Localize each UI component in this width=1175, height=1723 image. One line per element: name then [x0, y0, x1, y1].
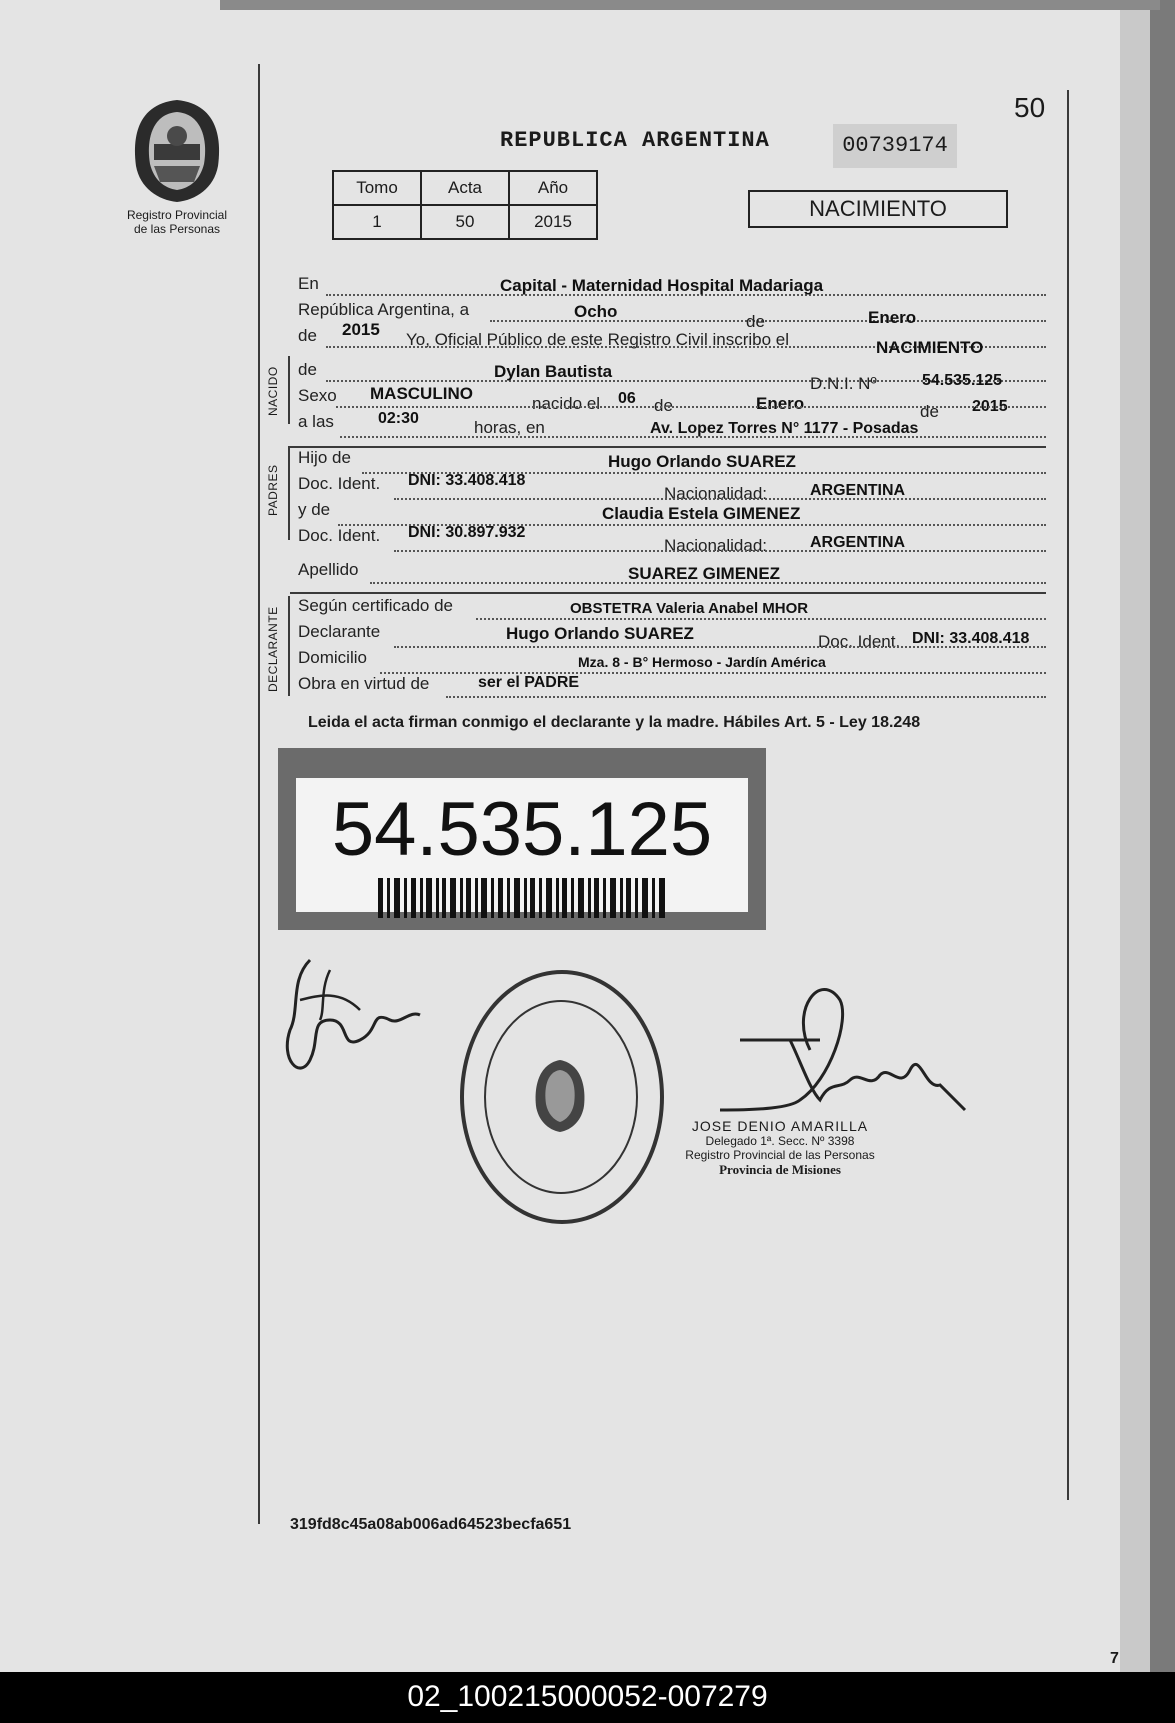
value-lugar-inscripcion: Capital - Maternidad Hospital Madariaga — [500, 276, 824, 295]
label-doc-madre: Doc. Ident. — [298, 526, 381, 545]
label-declarante: Declarante — [298, 622, 381, 641]
value-madre: Claudia Estela GIMENEZ — [602, 504, 801, 523]
label-de-anio: de — [298, 326, 317, 345]
act-type-box: NACIMIENTO — [748, 190, 1008, 228]
label-nac-padre: Nacionalidad: — [664, 484, 768, 503]
bracket-declarante — [288, 596, 290, 696]
value-sexo: MASCULINO — [370, 384, 473, 403]
value-nacido-dia: 06 — [618, 390, 636, 407]
value-obra: ser el PADRE — [478, 674, 580, 691]
logo — [118, 96, 236, 236]
label-horas-en: horas, en — [474, 418, 545, 437]
table-cell: 2015 — [509, 205, 597, 239]
section-divider — [290, 592, 1046, 594]
document-hash: 319fd8c45a08ab006ad64523becfa651 — [290, 1516, 572, 1533]
label-hijo-de: Hijo de — [298, 448, 351, 467]
value-domicilio: Mza. 8 - B° Hermoso - Jardín América — [578, 654, 826, 670]
serial-number: 00739174 — [833, 124, 957, 168]
dotted-line — [370, 582, 1046, 584]
signatory-office: Registro Provincial de las Personas — [685, 1148, 875, 1162]
seal-emblem-icon — [528, 1058, 592, 1134]
label-de-mes: de — [654, 396, 673, 415]
label-de-anio-nac: de — [920, 402, 939, 421]
value-mes: Enero — [868, 308, 917, 327]
value-nombre: Dylan Bautista — [494, 362, 613, 381]
logo-caption-2: de las Personas — [133, 222, 221, 236]
registry-table — [332, 170, 598, 240]
corner-mark: 7 — [1110, 1650, 1119, 1667]
label-en: En — [298, 274, 319, 293]
top-shadow — [220, 0, 1160, 10]
label-sexo: Sexo — [298, 386, 337, 405]
signatory-role: Delegado 1ª. Secc. Nº 3398 — [705, 1134, 855, 1148]
value-apellido: SUAREZ GIMENEZ — [628, 564, 781, 583]
value-padre-nac: ARGENTINA — [810, 482, 906, 499]
label-republica: República Argentina, a — [298, 300, 470, 319]
page-edge-light — [1120, 0, 1150, 1672]
label-nacido-el: nacido el — [532, 394, 601, 413]
value-lugar-nacimiento: Av. Lopez Torres N° 1177 - Posadas — [650, 420, 919, 437]
label-apellido: Apellido — [298, 560, 359, 579]
dotted-line — [446, 696, 1046, 698]
label-nac-madre: Nacionalidad: — [664, 536, 768, 555]
section-divider — [290, 446, 1046, 448]
logo-caption-1: Registro Provincial — [126, 208, 228, 222]
table-header: Acta — [421, 171, 509, 205]
label-obra: Obra en virtud de — [298, 674, 430, 693]
page-edge-dark — [1150, 0, 1175, 1672]
bracket-padres — [288, 446, 290, 540]
value-dni: 54.535.125 — [922, 372, 1003, 389]
left-margin-line — [258, 64, 260, 1524]
signatory-province: Provincia de Misiones — [719, 1162, 841, 1177]
value-nacido-mes: Enero — [756, 394, 805, 413]
label-a-las: a las — [298, 412, 334, 431]
header-title: REPUBLICA ARGENTINA — [500, 128, 770, 153]
table-cell: 50 — [421, 205, 509, 239]
value-inscribo: NACIMIENTO — [876, 338, 984, 357]
value-anio: 2015 — [342, 320, 380, 339]
value-madre-nac: ARGENTINA — [810, 534, 906, 551]
declarant-signature-icon — [270, 950, 430, 1100]
dotted-line — [336, 406, 1046, 408]
value-declarante-doc: DNI: 33.408.418 — [912, 630, 1030, 647]
label-doc-padre: Doc. Ident. — [298, 474, 381, 493]
value-padre: Hugo Orlando SUAREZ — [608, 452, 796, 471]
signature-block — [630, 1118, 930, 1178]
right-margin-line — [1067, 90, 1069, 1500]
label-nombre: de — [298, 360, 317, 379]
value-hora: 02:30 — [378, 410, 419, 427]
signatory-name: JOSE DENIO AMARILLA — [691, 1118, 869, 1134]
value-padre-doc: DNI: 33.408.418 — [408, 472, 526, 489]
value-declarante: Hugo Orlando SUAREZ — [506, 624, 694, 643]
section-label-nacido: NACIDO — [266, 366, 280, 416]
dotted-line — [476, 618, 1046, 620]
table-cell: 1 — [333, 205, 421, 239]
footer-id: 02_100215000052-007279 — [407, 1680, 768, 1713]
dotted-line — [340, 436, 1046, 438]
table-header: Año — [509, 171, 597, 205]
label-doc-declarante: Doc. Ident. — [818, 632, 901, 651]
dotted-line — [394, 498, 1046, 500]
section-label-padres: PADRES — [266, 464, 280, 516]
label-certificado: Según certificado de — [298, 596, 453, 615]
official-seal — [460, 970, 664, 1224]
page-number: 50 — [1014, 92, 1046, 123]
barcode-icon — [378, 878, 668, 918]
sticker-inner — [296, 778, 748, 912]
value-madre-doc: DNI: 30.897.932 — [408, 524, 526, 541]
value-dia: Ocho — [574, 302, 618, 321]
provincial-emblem-icon — [118, 96, 236, 206]
label-domicilio: Domicilio — [298, 648, 367, 667]
dotted-line — [394, 646, 1046, 648]
dotted-line — [394, 550, 1046, 552]
label-dni: D.N.I. Nº — [810, 374, 877, 393]
value-nacido-anio: 2015 — [972, 398, 1008, 415]
sticker-number: 54.535.125 — [331, 787, 713, 872]
official-signature-icon — [700, 980, 970, 1130]
bracket-nacido — [288, 356, 290, 424]
table-header: Tomo — [333, 171, 421, 205]
text-oficial: Yo, Oficial Público de este Registro Civil inscribo el — [406, 330, 789, 349]
dni-sticker — [278, 748, 766, 930]
label-y-de: y de — [298, 500, 331, 519]
value-certificado: OBSTETRA Valeria Anabel MHOR — [570, 600, 809, 617]
section-label-declarante: DECLARANTE — [266, 606, 280, 692]
closing-text: Leida el acta firman conmigo el declarante y la madre. Hábiles Art. 5 - Ley 18.248 — [308, 714, 921, 731]
label-de: de — [746, 312, 765, 331]
